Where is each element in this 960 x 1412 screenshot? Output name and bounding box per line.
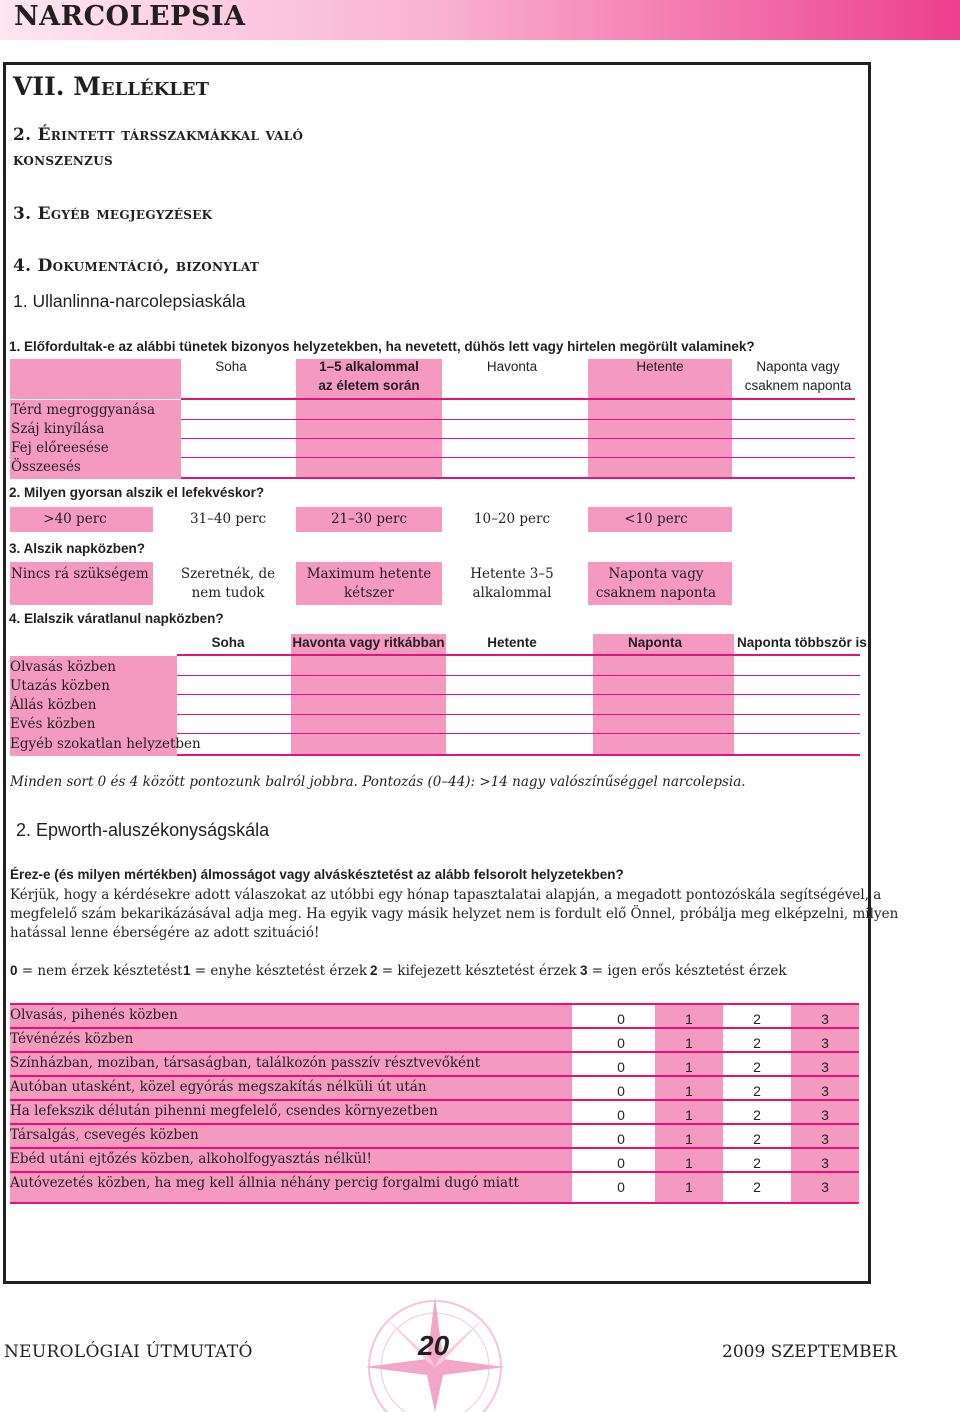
score-2: 2 [753,1011,761,1027]
q4-row-rule-1 [177,675,860,676]
q3-question: 3. Alszik napközben? [9,541,146,556]
q3-option-3-line2: kétszer [343,585,395,601]
q1-row-rule-4 [181,477,855,479]
q4-row-utazas: Utazás közben [10,678,110,694]
q4-row-rule-2 [177,694,860,695]
legend-text-3: = igen erős késztetést érzek [587,963,787,979]
q4-row-egyeb: Egyéb szokatlan helyzetben [10,736,201,752]
epworth-item-6: Társalgás, csevegés közben [10,1127,199,1143]
q4-col-hetente: Hetente [487,635,537,650]
epworth-legend-3 [580,963,787,979]
epworth-item-4: Autóban utasként, közel egyórás megszakítás nélküli út után [10,1079,427,1095]
q1-row-rule-2 [181,438,855,439]
epworth-scores-col-3 [791,1007,859,1199]
score-2: 2 [753,1083,761,1099]
score-1: 1 [685,1107,693,1123]
ullanlinna-scoring-note: Minden sort 0 és 4 között pontozunk balról jobbra. Pontozás (0–44): >14 nagy valószínűséggel narcolepsia. [10,774,746,790]
q1-col-hetente: Hetente [636,359,684,374]
legend-score-1: 1 [183,963,191,978]
q4-col-soha: Soha [211,635,245,650]
epworth-item-2: Tévénézés közben [10,1031,134,1047]
score-3: 3 [821,1155,829,1171]
q4-col-naponta: Naponta [628,635,682,650]
score-2: 2 [753,1155,761,1171]
page-number: 20 [418,1330,450,1361]
epworth-item-3: Színházban, moziban, társaságban, találkozón passzív résztvevőként [10,1055,481,1071]
legend-score-3: 3 [580,963,588,978]
legend-score-2: 2 [370,963,378,978]
epworth-instructions-line3: hatással lenne éberségére az adott szituáció! [10,925,320,941]
epworth-legend-0 [10,963,183,979]
legend-score-0: 0 [10,963,18,978]
score-2: 2 [753,1131,761,1147]
score-0: 0 [617,1035,625,1051]
score-2: 2 [753,1179,761,1195]
q4-row-rule-3 [177,714,860,715]
footer-publication: NEUROLÓGIAI ÚTMUTATÓ [4,1342,253,1362]
q4-col-4-shade [593,634,734,756]
section-3-heading: 3. Egyéb megjegyzések [13,204,213,224]
q1-col-naponta-line1: Naponta vagy [756,359,840,374]
q1-row-terd: Térd megroggyanása [11,402,156,418]
q4-question: 4. Elalszik váratlanul napközben? [9,611,224,626]
score-0: 0 [617,1179,625,1195]
page-header-title: NARCOLEPSIA [14,1,246,32]
q4-header-rule [177,654,860,656]
q4-col-naponta-tobbszor: Naponta többször is [737,635,867,650]
q4-row-olvasas: Olvasás közben [10,659,117,675]
appendix-title: VII. Melléklet [13,72,210,101]
q1-row-szaj: Száj kinyílása [11,421,105,437]
score-0: 0 [617,1155,625,1171]
epworth-bottom-rule [10,1202,859,1204]
q1-col-soha: Soha [215,359,247,374]
score-0: 0 [617,1011,625,1027]
score-2: 2 [753,1035,761,1051]
q2-option-2: 31–40 perc [189,511,267,527]
legend-text-1: = enyhe késztetést érzek [190,963,368,979]
epworth-item-1: Olvasás, pihenés közben [10,1007,178,1023]
section-4-heading: 4. Dokumentáció, bizonylat [13,256,260,276]
epworth-instructions-line2: megfelelő szám bekarikázásával adja meg. Ha egyik vagy másik helyzet nem is fordult elő Önnel, próbálja meg elképzelni, milyen [10,906,899,922]
epworth-legend-2 [370,963,577,979]
score-2: 2 [753,1107,761,1123]
score-1: 1 [685,1035,693,1051]
score-0: 0 [617,1107,625,1123]
ullanlinna-title: 1. Ullanlinna-narcolepsiaskála [13,291,246,311]
q1-row-rule-3 [181,457,855,458]
q3-option-2-line2: nem tudok [191,585,265,601]
epworth-instructions-line1: Kérjük, hogy a kérdésekre adott válaszokat az utóbbi egy hónap tapasztalatai alapján, a megadott pontozóskála segítségével, a [10,887,882,903]
epworth-scores-col-1 [655,1007,723,1199]
score-3: 3 [821,1035,829,1051]
score-3: 3 [821,1083,829,1099]
score-3: 3 [821,1059,829,1075]
legend-text-2: = kifejezett késztetést érzek [377,963,577,979]
legend-text-0: = nem érzek késztetést [17,963,183,979]
score-3: 3 [821,1131,829,1147]
q4-row-rule-4 [177,733,860,734]
q4-row-rule-5 [177,754,860,756]
footer-date: 2009 SZEPTEMBER [722,1342,897,1362]
score-2: 2 [753,1059,761,1075]
section-2-heading-line1: 2. Érintett társszakmákkal való [13,125,304,145]
q4-row-allas: Állás közben [10,697,97,713]
epworth-scores-col-2 [723,1007,791,1199]
q1-col-naponta-line2: csaknem naponta [744,378,852,393]
score-1: 1 [685,1179,693,1195]
q3-option-1: Nincs rá szükségem [11,566,149,582]
q3-option-2-line1: Szeretnék, de [180,566,276,582]
q2-option-3: 21–30 perc [330,511,408,527]
q1-row-osszeeses: Összeesés [11,459,81,475]
epworth-item-8: Autóvezetés közben, ha meg kell állnia néhány percig forgalmi dugó miatt [10,1175,519,1191]
q1-col-havonta: Havonta [486,359,538,374]
epworth-question: Érez-e (és milyen mértékben) álmosságot vagy alváskésztetést az alább felsorolt helyzetekben? [10,867,624,882]
epworth-legend-1 [183,963,367,979]
score-1: 1 [685,1083,693,1099]
score-1: 1 [685,1059,693,1075]
q1-header-cell-empty [10,359,181,399]
q1-header-rule [181,398,855,400]
q1-row-fej: Fej előreesése [11,440,109,456]
q1-question: 1. Előfordultak-e az alábbi tünetek bizonyos helyzetekben, ha nevetett, dühös lett vagy hirtelen megörült valaminek? [9,339,755,354]
q4-col-havonta: Havonta vagy ritkábban [292,635,445,650]
score-3: 3 [821,1179,829,1195]
score-1: 1 [685,1131,693,1147]
epworth-title: 2. Epworth-aluszékonyságskála [16,820,270,840]
q2-option-4: 10–20 perc [473,511,551,527]
epworth-scores-col-0 [587,1007,655,1199]
score-0: 0 [617,1059,625,1075]
score-0: 0 [617,1131,625,1147]
score-0: 0 [617,1083,625,1099]
q3-option-4-line2: alkalommal [472,585,552,601]
q1-row-rule-1 [181,419,855,420]
score-3: 3 [821,1011,829,1027]
q2-question: 2. Milyen gyorsan alszik el lefekvéskor? [9,485,265,500]
q3-option-5-line1: Naponta vagy [608,566,704,582]
q2-option-1: >40 perc [43,511,107,527]
q1-col-1-5-line2: az életem során [318,378,420,393]
score-1: 1 [685,1011,693,1027]
q4-row-eves: Evés közben [10,716,96,732]
q4-col-2-shade [291,634,446,756]
score-3: 3 [821,1107,829,1123]
epworth-item-7: Ebéd utáni ejtőzés közben, alkoholfogyasztás nélkül! [10,1151,372,1167]
score-1: 1 [685,1155,693,1171]
q3-option-5-line2: csaknem naponta [595,585,717,601]
q3-option-4-line1: Hetente 3–5 [470,566,554,582]
q1-col-1-5-line1: 1–5 alkalommal [319,359,419,374]
q2-option-5: <10 perc [624,511,688,527]
q3-option-3-line1: Maximum hetente [306,566,432,582]
epworth-item-5: Ha lefekszik délután pihenni megfelelő, csendes környezetben [10,1103,438,1119]
section-2-heading-line2: konszenzus [13,150,113,170]
